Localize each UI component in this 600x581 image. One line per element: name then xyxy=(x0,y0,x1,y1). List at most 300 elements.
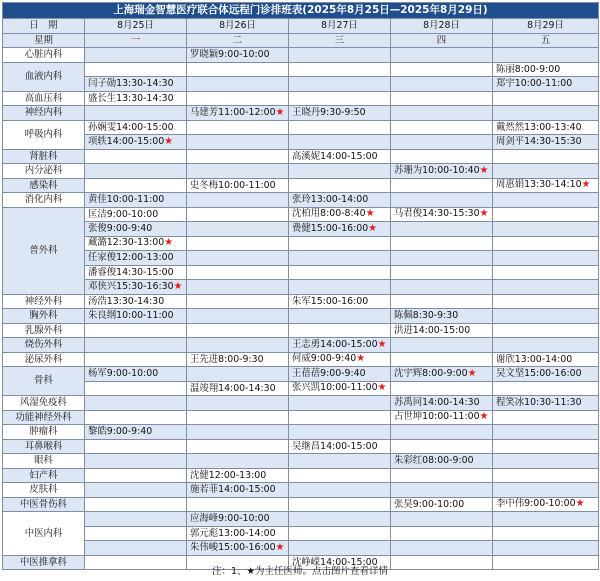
chief-physician-star-icon: ★ xyxy=(377,338,387,350)
doctor-slot xyxy=(187,265,289,280)
doctor-slot-text: 潘睿俊14:30-15:00 xyxy=(88,266,174,278)
doctor-slot-text: 王先进8:00-9:30 xyxy=(190,353,264,365)
doctor-slot-text: 任家俊12:00-13:00 xyxy=(88,252,174,264)
schedule-row xyxy=(3,193,599,208)
doctor-slot xyxy=(493,149,599,164)
doctor-slot xyxy=(289,454,391,469)
doctor-slot xyxy=(391,120,493,135)
doctor-slot xyxy=(85,338,187,353)
department-name: 皮肤科 xyxy=(3,483,85,498)
department-name: 功能神经外科 xyxy=(3,410,85,425)
doctor-slot xyxy=(289,91,391,106)
doctor-slot xyxy=(187,367,289,382)
date-label: 日 期 xyxy=(3,19,85,34)
doctor-slot xyxy=(289,280,391,295)
doctor-slot-text: 朱军15:00-16:00 xyxy=(292,295,369,307)
doctor-slot xyxy=(187,512,289,527)
department-name: 妇产科 xyxy=(3,468,85,483)
department-name: 神经外科 xyxy=(3,294,85,309)
chief-physician-star-icon: ★ xyxy=(479,411,489,423)
doctor-slot xyxy=(289,149,391,164)
schedule-row xyxy=(3,483,599,498)
doctor-slot xyxy=(187,468,289,483)
doctor-slot xyxy=(391,410,493,425)
doctor-slot-text: 陈丽8:00-9:00 xyxy=(496,63,561,75)
doctor-slot-text: 高溪妮14:00-15:00 xyxy=(292,150,378,162)
doctor-slot xyxy=(187,62,289,77)
date-header-2: 8月26日 xyxy=(187,19,289,34)
schedule-row xyxy=(3,222,599,237)
doctor-slot xyxy=(85,135,187,150)
doctor-slot xyxy=(391,468,493,483)
doctor-slot-text: 藏潞12:30-13:00★ xyxy=(88,237,174,249)
weekday-header-2: 二 xyxy=(187,33,289,48)
doctor-slot xyxy=(85,207,187,222)
department-name: 神经内科 xyxy=(3,106,85,121)
doctor-slot xyxy=(391,352,493,367)
doctor-slot xyxy=(391,149,493,164)
doctor-slot xyxy=(85,323,187,338)
doctor-slot-text: 沈柏用8:00-8:40★ xyxy=(292,208,375,220)
department-name: 普外科 xyxy=(3,207,85,294)
doctor-slot xyxy=(187,309,289,324)
doctor-slot xyxy=(391,178,493,193)
doctor-slot xyxy=(391,381,493,396)
doctor-slot-text: 黎皓9:00-9:40 xyxy=(88,426,153,438)
doctor-slot xyxy=(391,222,493,237)
doctor-slot xyxy=(391,62,493,77)
doctor-slot xyxy=(85,526,187,541)
department-name: 烧伤外科 xyxy=(3,338,85,353)
doctor-slot-text: 苏禹同14:00-14:30 xyxy=(394,397,480,409)
doctor-slot xyxy=(289,178,391,193)
doctor-slot xyxy=(391,497,493,512)
schedule-row xyxy=(3,207,599,222)
schedule-row xyxy=(3,497,599,512)
doctor-slot xyxy=(391,207,493,222)
doctor-slot xyxy=(85,48,187,63)
doctor-slot-text: 孙娴雯14:00-15:00 xyxy=(88,121,174,133)
doctor-slot xyxy=(85,164,187,179)
doctor-slot xyxy=(289,483,391,498)
doctor-slot xyxy=(493,439,599,454)
doctor-slot xyxy=(493,280,599,295)
doctor-slot xyxy=(391,454,493,469)
doctor-slot xyxy=(187,294,289,309)
doctor-slot xyxy=(85,222,187,237)
doctor-slot xyxy=(391,512,493,527)
doctor-slot xyxy=(187,149,289,164)
weekday-header-row xyxy=(3,33,599,48)
doctor-slot xyxy=(289,77,391,92)
schedule-row xyxy=(3,309,599,324)
doctor-slot xyxy=(187,91,289,106)
chief-physician-star-icon: ★ xyxy=(164,237,174,249)
doctor-slot-text: 苏珊为10:00-10:40★ xyxy=(394,164,489,176)
doctor-slot xyxy=(85,541,187,556)
doctor-slot-text: 朱良纲10:00-11:00 xyxy=(88,310,174,322)
department-name: 心脏内科 xyxy=(3,48,85,63)
schedule-row xyxy=(3,425,599,440)
department-name: 消化内科 xyxy=(3,193,85,208)
department-name: 中医推拿科 xyxy=(3,555,85,570)
doctor-slot-text: 郑宇10:00-11:00 xyxy=(496,78,573,90)
doctor-slot xyxy=(493,251,599,266)
schedule-row xyxy=(3,251,599,266)
doctor-slot xyxy=(289,381,391,396)
department-name: 中医内科 xyxy=(3,512,85,556)
department-name: 呼吸内科 xyxy=(3,120,85,149)
doctor-slot xyxy=(289,352,391,367)
doctor-slot xyxy=(391,526,493,541)
doctor-slot-text: 何威9:00-9:40★ xyxy=(292,353,366,365)
department-name: 血液内科 xyxy=(3,62,85,91)
weekday-label: 星期 xyxy=(3,33,85,48)
sheet-title: 上海瑞金智慧医疗联合体远程门诊排班表(2025年8月25日—2025年8月29日) xyxy=(3,3,599,19)
schedule-row xyxy=(3,541,599,556)
doctor-slot xyxy=(187,280,289,295)
doctor-slot xyxy=(85,439,187,454)
doctor-slot xyxy=(187,497,289,512)
doctor-slot xyxy=(187,338,289,353)
schedule-row xyxy=(3,77,599,92)
doctor-slot xyxy=(187,439,289,454)
doctor-slot xyxy=(289,425,391,440)
schedule-row xyxy=(3,135,599,150)
doctor-slot-text: 张兴凯10:00-11:00★ xyxy=(292,382,387,394)
doctor-slot xyxy=(391,294,493,309)
doctor-slot xyxy=(85,512,187,527)
doctor-slot-text: 吴文坚15:00-16:00 xyxy=(496,368,582,380)
doctor-slot xyxy=(493,178,599,193)
doctor-slot xyxy=(391,425,493,440)
doctor-slot-text: 沈峥嵘14:00-15:00 xyxy=(292,556,378,568)
doctor-slot-text: 周惠娟13:30-14:10★ xyxy=(496,179,591,191)
doctor-slot-text: 张玲13:00-14:00 xyxy=(292,194,369,206)
doctor-slot-text: 盛长生13:30-14:30 xyxy=(88,92,174,104)
doctor-slot-text: 郭元彪13:00-14:00 xyxy=(190,527,276,539)
doctor-slot-text: 谢欣13:00-14:00 xyxy=(496,353,573,365)
doctor-slot xyxy=(85,367,187,382)
footnote: 注：1、★为主任医师。点击图片查看详情 xyxy=(211,566,389,577)
doctor-slot xyxy=(493,367,599,382)
department-name: 肾脏科 xyxy=(3,149,85,164)
doctor-slot xyxy=(289,164,391,179)
department-name: 耳鼻喉科 xyxy=(3,439,85,454)
doctor-slot xyxy=(289,135,391,150)
doctor-slot xyxy=(187,323,289,338)
date-header-3: 8月27日 xyxy=(289,19,391,34)
schedule-sheet xyxy=(2,2,598,570)
doctor-slot xyxy=(85,251,187,266)
doctor-slot-text: 朱伟峻15:00-16:00★ xyxy=(190,541,285,553)
department-name: 内分泌科 xyxy=(3,164,85,179)
department-name: 感染科 xyxy=(3,178,85,193)
doctor-slot-text: 李中伟9:00-10:00★ xyxy=(496,498,585,510)
doctor-slot xyxy=(493,425,599,440)
schedule-row xyxy=(3,294,599,309)
doctor-slot-text: 应海峰9:00-10:00 xyxy=(190,513,270,525)
schedule-row xyxy=(3,91,599,106)
chief-physician-star-icon: ★ xyxy=(275,541,285,553)
doctor-slot xyxy=(391,309,493,324)
schedule-row xyxy=(3,120,599,135)
doctor-slot xyxy=(391,236,493,251)
doctor-slot xyxy=(493,236,599,251)
doctor-slot xyxy=(493,381,599,396)
doctor-slot xyxy=(391,48,493,63)
doctor-slot xyxy=(85,280,187,295)
doctor-slot xyxy=(85,62,187,77)
doctor-slot xyxy=(493,526,599,541)
doctor-slot xyxy=(85,178,187,193)
doctor-slot xyxy=(289,106,391,121)
doctor-slot-text: 史冬梅10:00-11:00 xyxy=(190,179,276,191)
doctor-slot-text: 王志勇14:00-15:00★ xyxy=(292,338,387,350)
schedule-row xyxy=(3,280,599,295)
doctor-slot xyxy=(289,512,391,527)
doctor-slot-text: 施若菲14:00-15:00 xyxy=(190,484,276,496)
doctor-slot xyxy=(493,207,599,222)
doctor-slot xyxy=(493,323,599,338)
department-name: 眼科 xyxy=(3,454,85,469)
doctor-slot xyxy=(289,367,391,382)
chief-physician-star-icon: ★ xyxy=(377,382,387,394)
doctor-slot xyxy=(187,381,289,396)
doctor-slot xyxy=(493,135,599,150)
doctor-slot xyxy=(289,62,391,77)
doctor-slot xyxy=(289,207,391,222)
department-name: 泌尿外科 xyxy=(3,352,85,367)
doctor-slot xyxy=(289,309,391,324)
weekday-header-3: 三 xyxy=(289,33,391,48)
doctor-slot xyxy=(187,352,289,367)
title-row xyxy=(3,3,599,19)
schedule-row xyxy=(3,526,599,541)
doctor-slot xyxy=(391,135,493,150)
doctor-slot-text: 洪进14:00-15:00 xyxy=(394,324,471,336)
doctor-slot xyxy=(289,294,391,309)
doctor-slot xyxy=(493,309,599,324)
doctor-slot xyxy=(493,164,599,179)
chief-physician-star-icon: ★ xyxy=(356,353,366,365)
doctor-slot xyxy=(289,236,391,251)
doctor-slot xyxy=(391,338,493,353)
doctor-slot xyxy=(187,193,289,208)
doctor-slot xyxy=(85,193,187,208)
doctor-slot xyxy=(493,91,599,106)
doctor-slot xyxy=(85,468,187,483)
doctor-slot xyxy=(289,526,391,541)
doctor-slot xyxy=(391,396,493,411)
doctor-slot xyxy=(493,410,599,425)
doctor-slot xyxy=(493,106,599,121)
doctor-slot xyxy=(187,135,289,150)
doctor-slot xyxy=(85,106,187,121)
doctor-slot xyxy=(187,48,289,63)
weekday-header-1: 一 xyxy=(85,33,187,48)
doctor-slot xyxy=(391,265,493,280)
doctor-slot xyxy=(85,120,187,135)
doctor-slot xyxy=(289,497,391,512)
doctor-slot xyxy=(493,294,599,309)
doctor-slot-text: 汤浩13:30-14:30 xyxy=(88,295,165,307)
doctor-slot xyxy=(187,207,289,222)
schedule-row xyxy=(3,352,599,367)
doctor-slot-text: 黄佳10:00-11:00 xyxy=(88,194,165,206)
doctor-slot xyxy=(391,251,493,266)
doctor-slot xyxy=(187,178,289,193)
doctor-slot xyxy=(289,265,391,280)
doctor-slot-text: 陈佩8:30-9:30 xyxy=(394,310,459,322)
doctor-slot-text: 费健15:00-16:00★ xyxy=(292,222,378,234)
doctor-slot xyxy=(493,352,599,367)
doctor-slot xyxy=(493,454,599,469)
weekday-header-4: 四 xyxy=(391,33,493,48)
doctor-slot xyxy=(493,396,599,411)
department-name: 胸外科 xyxy=(3,309,85,324)
doctor-slot xyxy=(85,294,187,309)
doctor-slot xyxy=(289,439,391,454)
doctor-slot xyxy=(289,193,391,208)
doctor-slot xyxy=(493,48,599,63)
doctor-slot xyxy=(493,62,599,77)
schedule-row xyxy=(3,512,599,527)
doctor-slot-text: 匡洁9:00-10:00 xyxy=(88,208,159,220)
doctor-slot xyxy=(85,309,187,324)
schedule-row xyxy=(3,468,599,483)
doctor-slot xyxy=(493,265,599,280)
doctor-slot-text: 马君俊14:30-15:30★ xyxy=(394,208,489,220)
date-header-row xyxy=(3,19,599,34)
schedule-row xyxy=(3,410,599,425)
schedule-row xyxy=(3,62,599,77)
doctor-slot-text: 闫子勋13:30-14:30 xyxy=(88,78,174,90)
doctor-slot xyxy=(391,91,493,106)
doctor-slot xyxy=(493,483,599,498)
department-name: 骨科 xyxy=(3,367,85,396)
doctor-slot-text: 邓侠兴15:30-16:30★ xyxy=(88,280,183,292)
doctor-slot xyxy=(187,236,289,251)
doctor-slot xyxy=(187,396,289,411)
doctor-slot xyxy=(493,541,599,556)
doctor-slot xyxy=(289,468,391,483)
doctor-slot xyxy=(493,222,599,237)
doctor-slot xyxy=(85,77,187,92)
doctor-slot-text: 沈健12:00-13:00 xyxy=(190,469,267,481)
doctor-slot xyxy=(85,352,187,367)
chief-physician-star-icon: ★ xyxy=(365,208,375,220)
doctor-slot xyxy=(187,222,289,237)
doctor-slot-text: 罗晓颖9:00-10:00 xyxy=(190,49,270,61)
doctor-slot xyxy=(289,410,391,425)
schedule-table xyxy=(2,2,599,570)
department-name: 乳腺外科 xyxy=(3,323,85,338)
date-header-5: 8月29日 xyxy=(493,19,599,34)
doctor-slot xyxy=(391,280,493,295)
schedule-row xyxy=(3,381,599,396)
doctor-slot-text: 张昊9:00-10:00 xyxy=(394,498,465,510)
doctor-slot-text: 杨军9:00-10:00 xyxy=(88,368,159,380)
doctor-slot xyxy=(493,468,599,483)
doctor-slot xyxy=(391,483,493,498)
schedule-row xyxy=(3,178,599,193)
doctor-slot-text: 温竣翔14:00-14:30 xyxy=(190,382,276,394)
chief-physician-star-icon: ★ xyxy=(368,222,378,234)
doctor-slot-text: 马建芳11:00-12:00★ xyxy=(190,106,285,118)
chief-physician-star-icon: ★ xyxy=(575,498,585,510)
doctor-slot xyxy=(493,338,599,353)
doctor-slot xyxy=(289,222,391,237)
chief-physician-star-icon: ★ xyxy=(275,106,285,118)
schedule-row xyxy=(3,164,599,179)
doctor-slot xyxy=(187,425,289,440)
chief-physician-star-icon: ★ xyxy=(479,164,489,176)
department-name: 肿瘤科 xyxy=(3,425,85,440)
doctor-slot xyxy=(391,323,493,338)
schedule-row xyxy=(3,236,599,251)
doctor-slot xyxy=(187,526,289,541)
doctor-slot xyxy=(187,106,289,121)
doctor-slot xyxy=(289,48,391,63)
schedule-row xyxy=(3,265,599,280)
doctor-slot xyxy=(289,541,391,556)
doctor-slot-text: 朱彩红08:00-9:00 xyxy=(394,455,474,467)
doctor-slot-text: 沈宇辉8:00-9:00★ xyxy=(394,367,477,379)
doctor-slot-text: 程笑冰10:30-11:30 xyxy=(496,397,582,409)
doctor-slot-text: 张俊9:00-9:40 xyxy=(88,223,153,235)
doctor-slot-text: 王蓓蓓9:00-9:40 xyxy=(292,368,366,380)
doctor-slot xyxy=(493,193,599,208)
doctor-slot xyxy=(391,541,493,556)
doctor-slot xyxy=(391,77,493,92)
chief-physician-star-icon: ★ xyxy=(467,367,477,379)
schedule-row xyxy=(3,338,599,353)
doctor-slot xyxy=(187,454,289,469)
doctor-slot xyxy=(391,439,493,454)
doctor-slot xyxy=(289,120,391,135)
doctor-slot xyxy=(85,381,187,396)
schedule-row xyxy=(3,439,599,454)
doctor-slot xyxy=(493,512,599,527)
doctor-slot-text: 戴然然13:00-13:40 xyxy=(496,121,582,133)
doctor-slot xyxy=(289,338,391,353)
doctor-slot xyxy=(391,367,493,382)
doctor-slot xyxy=(85,425,187,440)
doctor-slot xyxy=(85,497,187,512)
doctor-slot-text: 周剑平14:30-15:30 xyxy=(496,136,582,148)
schedule-row xyxy=(3,48,599,63)
doctor-slot xyxy=(187,410,289,425)
doctor-slot-text: 王晓丹9:30-9:50 xyxy=(292,107,366,119)
schedule-row xyxy=(3,454,599,469)
schedule-row xyxy=(3,106,599,121)
doctor-slot xyxy=(187,120,289,135)
department-name: 中医骨伤科 xyxy=(3,497,85,512)
doctor-slot xyxy=(289,251,391,266)
doctor-slot xyxy=(289,396,391,411)
doctor-slot xyxy=(85,91,187,106)
doctor-slot xyxy=(391,106,493,121)
weekday-header-5: 五 xyxy=(493,33,599,48)
doctor-slot xyxy=(493,77,599,92)
doctor-slot xyxy=(187,541,289,556)
doctor-slot-text: 占世坤10:00-11:00★ xyxy=(394,411,489,423)
schedule-row xyxy=(3,396,599,411)
doctor-slot xyxy=(85,483,187,498)
doctor-slot xyxy=(391,193,493,208)
doctor-slot xyxy=(289,323,391,338)
